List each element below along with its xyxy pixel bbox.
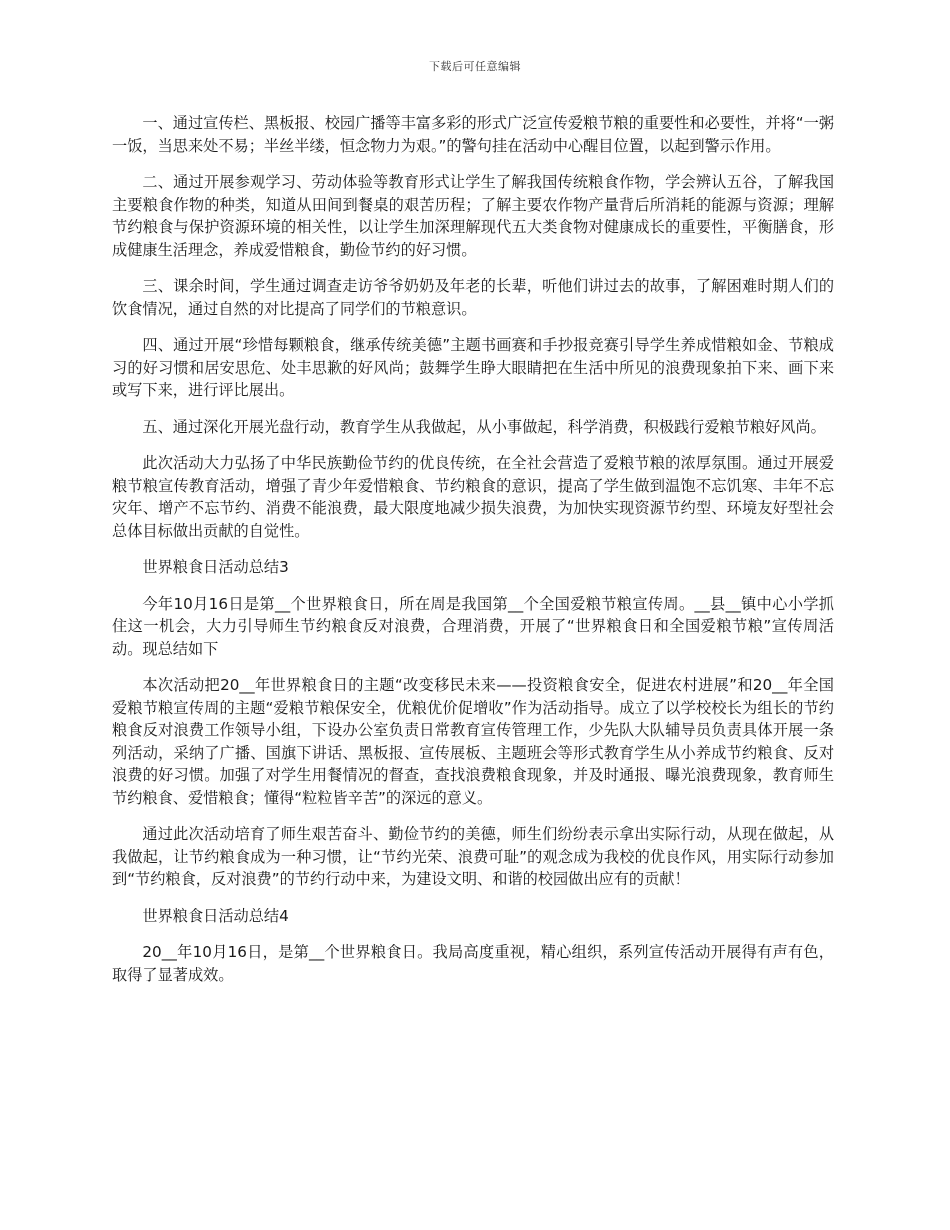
paragraph: 此次活动大力弘扬了中华民族勤俭节约的优良传统，在全社会营造了爱粮节粮的浓厚氛围。通过开展爱粮节粮宣传教育活动，增强了青少年爱惜粮食、节约粮食的意识，提高了学生做到温饱不忘饥寒、丰年不忘灾年、增产不忘节约、消费不能浪费，最大限度地减少损失浪费，为加快实现资源节约型、环境友好型社会总体目标做出贡献的自觉性。 — [112, 454, 834, 540]
paragraph: 今年10月16日是第__个世界粮食日，所在周是我国第__个全国爱粮节粮宣传周。__县__镇中心小学抓住这一机会，大力引导师生节约粮食反对浪费，合理消费，开展了“世界粮食日和全国爱粮节粮”宣传周活动。现总结如下 — [112, 594, 834, 658]
paragraph: 一、通过宣传栏、黑板报、校园广播等丰富多彩的形式广泛宣传爱粮节粮的重要性和必要性，并将“一粥一饭，当思来处不易；半丝半缕，恒念物力为艰。”的警句挂在活动中心醒目位置，以起到警示作用。 — [112, 114, 834, 155]
paragraph: 20__年10月16日，是第__个世界粮食日。我局高度重视，精心组织，系列宣传活动开展得有声有色，取得了显著成效。 — [112, 943, 834, 984]
section-heading-4: 世界粮食日活动总结4 — [142, 906, 289, 925]
paragraph: 二、通过开展参观学习、劳动体验等教育形式让学生了解我国传统粮食作物，学会辨认五谷，了解我国主要粮食作物的种类，知道从田间到餐桌的艰苦历程；了解主要农作物产量背后所消耗的能源与资源；理解节约粮食与保护资源环境的相关性，以让学生加深理解现代五大类食物对健康成长的重要性，平衡膳食，形成健康生活理念，养成爱惜粮食，勤俭节约的好习惯。 — [112, 173, 834, 259]
header-note: 下载后可任意编辑 — [429, 60, 521, 73]
document-body — [112, 112, 834, 1000]
paragraph: 四、通过开展“珍惜每颗粮食，继承传统美德”主题书画赛和手抄报竞赛引导学生养成惜粮如金、节粮成习的好习惯和居安思危、处丰思歉的好风尚；鼓舞学生睁大眼睛把在生活中所见的浪费现象拍下来、画下来或写下来，进行评比展出。 — [112, 336, 834, 399]
section-heading-3: 世界粮食日活动总结3 — [142, 558, 289, 576]
paragraph: 本次活动把20__年世界粮食日的主题“改变移民未来——投资粮食安全，促进农村进展”和20__年全国爱粮节粮宣传周的主题“爱粮节粮保安全，优粮优价促增收”作为活动指导。成立了以学校校长为组长的节约粮食反对浪费工作领导小组，下设办公室负责日常教育宣传管理工作，少先队大队辅导员负责具体开展一条列活动，采纳了广播、国旗下讲话、黑板报、宣传展板、主题班会等形式教育学生从小养成节约粮食、反对浪费的好习惯。加强了对学生用餐情况的督查，查找浪费粮食现象，并及时通报、曝光浪费现象，教育师生节约粮食、爱惜粮食；懂得“粒粒皆辛苦”的深远的意义。 — [112, 676, 834, 807]
paragraph: 五、通过深化开展光盘行动，教育学生从我做起，从小事做起，科学消费，积极践行爱粮节粮好风尚。 — [142, 417, 826, 436]
paragraph: 三、课余时间，学生通过调查走访爷爷奶奶及年老的长辈，听他们讲过去的故事，了解困难时期人们的饮食情况，通过自然的对比提高了同学们的节粮意识。 — [112, 277, 834, 318]
paragraph: 通过此次活动培育了师生艰苦奋斗、勤俭节约的美德，师生们纷纷表示拿出实际行动，从现在做起，从我做起，让节约粮食成为一种习惯，让“节约光荣、浪费可耻”的观念成为我校的优良作风，用实际行动参加到“节约粮食，反对浪费”的节约行动中来，为建设文明、和谐的校园做出应有的贡献！ — [112, 825, 834, 888]
